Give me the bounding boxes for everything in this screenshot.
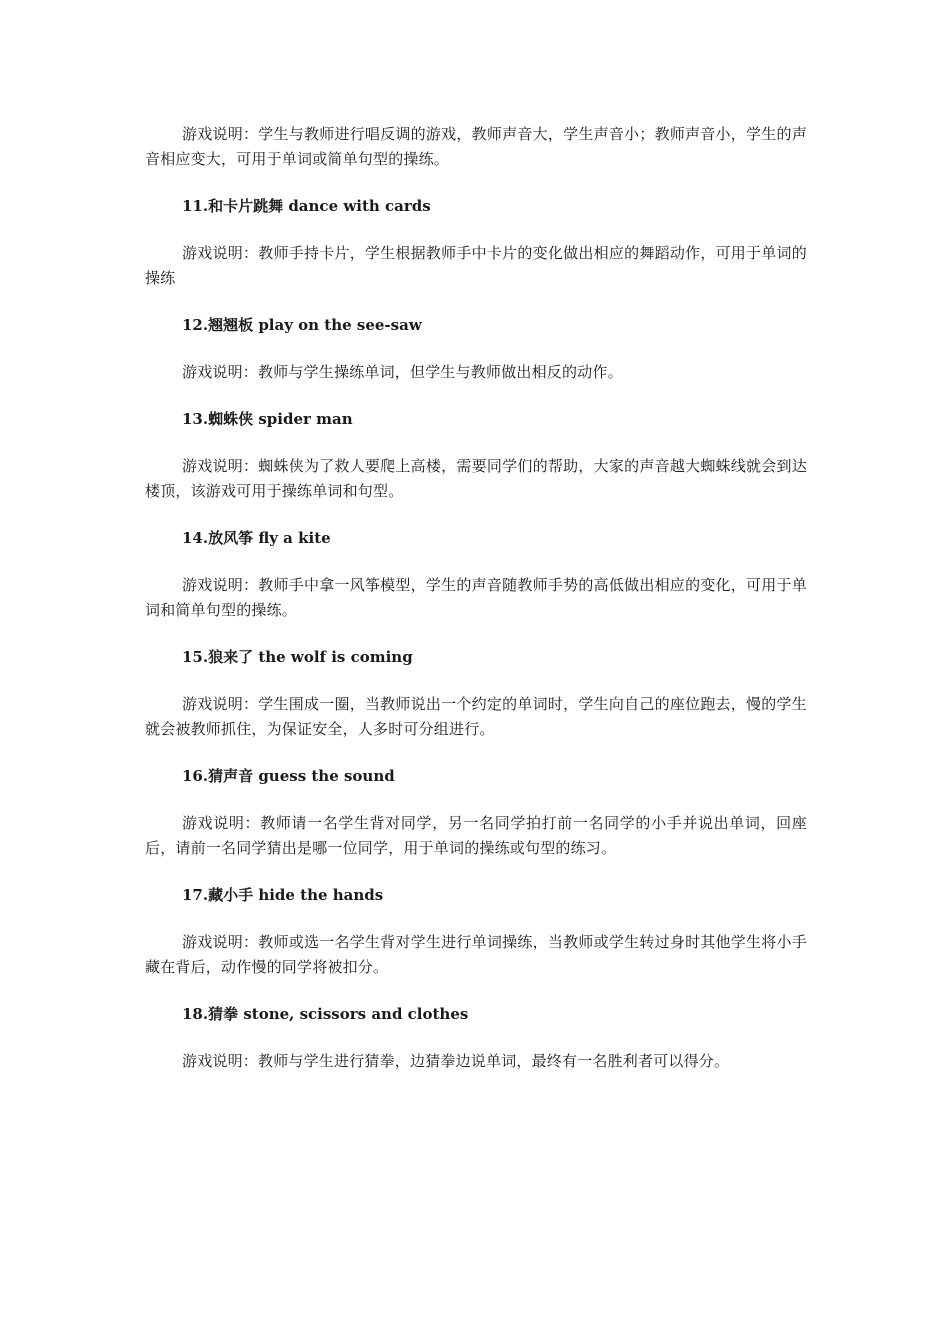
section-description-12: 游戏说明：教师与学生操练单词，但学生与教师做出相反的动作。 bbox=[182, 363, 623, 381]
section-title-11: 11.和卡片跳舞 dance with cards bbox=[182, 197, 431, 215]
document-page bbox=[145, 122, 807, 1074]
section-description-18: 游戏说明：教师与学生进行猜拳，边猜拳边说单词，最终有一名胜利者可以得分。 bbox=[182, 1052, 730, 1070]
section-title-17: 17.藏小手 hide the hands bbox=[182, 886, 384, 904]
intro-description: 游戏说明：学生与教师进行唱反调的游戏，教师声音大，学生声音小；教师声音小，学生的声音相应变大，可用于单词或简单句型的操练。 bbox=[145, 125, 807, 168]
section-title-16: 16.猜声音 guess the sound bbox=[182, 767, 395, 785]
section-title-12: 12.翘翘板 play on the see-saw bbox=[182, 316, 422, 334]
section-description-11: 游戏说明：教师手持卡片，学生根据教师手中卡片的变化做出相应的舞蹈动作，可用于单词的操练 bbox=[145, 244, 807, 287]
section-description-13: 游戏说明：蜘蛛侠为了救人要爬上高楼，需要同学们的帮助，大家的声音越大蜘蛛线就会到达楼顶，该游戏可用于操练单词和句型。 bbox=[145, 457, 807, 500]
section-description-16: 游戏说明：教师请一名学生背对同学，另一名同学拍打前一名同学的小手并说出单词，回座后，请前一名同学猜出是哪一位同学，用于单词的操练或句型的练习。 bbox=[145, 814, 807, 857]
section-title-14: 14.放风筝 fly a kite bbox=[182, 529, 331, 547]
section-title-18: 18.猜拳 stone, scissors and clothes bbox=[182, 1005, 469, 1023]
section-title-15: 15.狼来了 the wolf is coming bbox=[182, 648, 413, 666]
section-description-15: 游戏说明：学生围成一圈，当教师说出一个约定的单词时，学生向自己的座位跑去，慢的学生就会被教师抓住，为保证安全，人多时可分组进行。 bbox=[145, 695, 807, 738]
section-description-14: 游戏说明：教师手中拿一风筝模型，学生的声音随教师手势的高低做出相应的变化，可用于单词和简单句型的操练。 bbox=[145, 576, 807, 619]
section-title-13: 13.蜘蛛侠 spider man bbox=[182, 410, 353, 428]
section-description-17: 游戏说明：教师或选一名学生背对学生进行单词操练，当教师或学生转过身时其他学生将小手藏在背后，动作慢的同学将被扣分。 bbox=[145, 933, 807, 976]
